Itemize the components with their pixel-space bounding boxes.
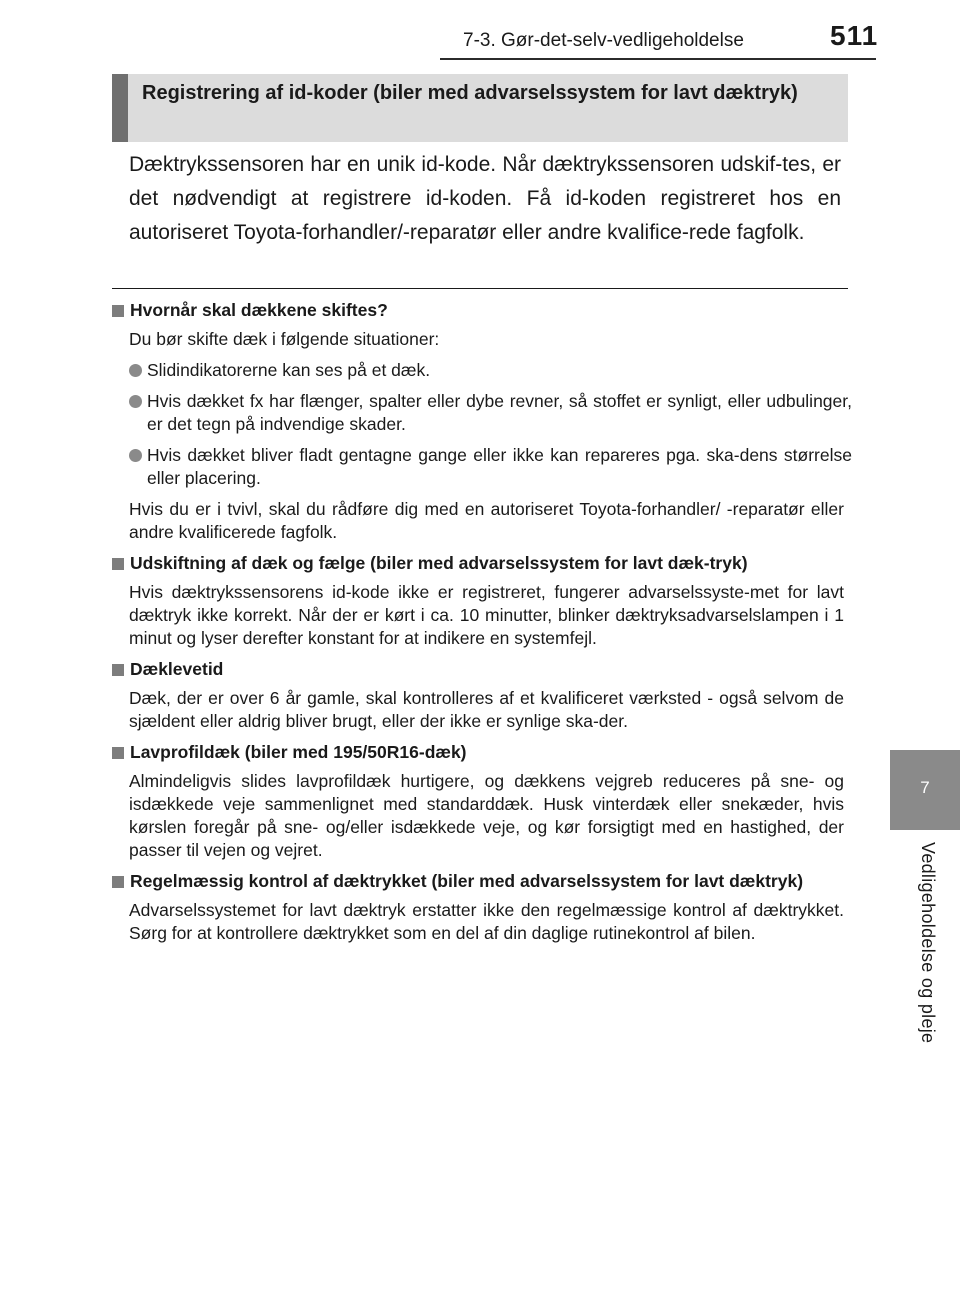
section-title: 7-3. Gør-det-selv-vedligeholdelse <box>463 30 744 51</box>
chapter-number: 7 <box>920 778 930 797</box>
section-tire-change <box>112 299 852 544</box>
section-low-profile-tires <box>112 741 852 862</box>
paragraph: Hvis dæktrykssensorens id-kode ikke er registreret, fungerer advarselssyste-met for lavt dæktryk ikke korrekt. Når der er kørt i ca. 10 minutter, blinker dæktryksadvarselslampen i 1 minut og lyser derefter konstant for at indikere en systemfejl. <box>129 582 844 648</box>
subsection-heading: Udskiftning af dæk og fælge (biler med advarselssystem for lavt dæk-tryk) <box>112 552 852 575</box>
section-heading: Registrering af id-koder (biler med advarselssystem for lavt dæktryk) <box>142 82 798 104</box>
circle-bullet-icon <box>129 395 142 408</box>
circle-bullet-icon <box>129 364 142 377</box>
section-title-box <box>112 74 848 142</box>
list-item: Hvis dækket bliver fladt gentagne gange eller ikke kan repareres pga. ska-dens størrelse eller placering. <box>129 444 852 490</box>
paragraph: Hvis du er i tvivl, skal du rådføre dig med en autoriseret Toyota-forhandler/ -reparatør eller andre kvalificerede fagfolk. <box>129 499 844 542</box>
subsection-heading: Dæklevetid <box>112 658 852 681</box>
section-tire-wheel-replacement <box>112 552 852 650</box>
list-item: Hvis dækket fx har flænger, spalter eller dybe revner, så stoffet er synligt, eller udbulinger, er det tegn på indvendige skader. <box>129 390 852 436</box>
page-number: 511 <box>830 20 879 51</box>
paragraph: Dæk, der er over 6 år gamle, skal kontrolleres af et kvalificeret værksted - også selvom de sjældent eller aldrig bliver brugt, eller der ikke er synlige ska-der. <box>129 688 844 731</box>
square-bullet-icon <box>112 876 124 888</box>
chapter-label: Vedligeholdelse og pleje <box>918 842 938 1044</box>
square-bullet-icon <box>112 664 124 676</box>
subsection-heading: Lavprofildæk (biler med 195/50R16-dæk) <box>112 741 852 764</box>
square-bullet-icon <box>112 305 124 317</box>
square-bullet-icon <box>112 747 124 759</box>
content <box>112 299 852 953</box>
intro-paragraph: Dæktrykssensoren har en unik id-kode. Når dæktrykssensoren udskif-tes, er det nødvendigt at registrere id-koden. Få id-koden registreret hos en autoriseret Toyota-forhandler/-reparatør eller andre kvalifice-rede fagfolk. <box>129 153 841 244</box>
paragraph: Du bør skifte dæk i følgende situationer: <box>129 329 440 349</box>
header-rule <box>440 58 876 60</box>
page-header <box>0 14 960 64</box>
paragraph: Almindeligvis slides lavprofildæk hurtigere, og dækkens vejgreb reduceres på sne- og isdækkede veje sammenlignet med standarddæk. Husk vinterdæk eller snekæder, hvis kørslen foregår på sne- og/eller isdækkede veje, og kør forsigtigt med en hastighed, der passer til vejen og vejret. <box>129 771 844 860</box>
paragraph: Advarselssystemet for lavt dæktryk erstatter ikke den regelmæssige kontrol af dæktrykket. Sørg for at kontrollere dæktrykket som en del af din daglige rutinekontrol af bilen. <box>129 900 844 943</box>
chapter-tab <box>890 750 960 830</box>
square-bullet-icon <box>112 558 124 570</box>
section-pressure-check <box>112 870 852 945</box>
list-item: Slidindikatorerne kan ses på et dæk. <box>129 359 852 382</box>
subsection-heading: Regelmæssig kontrol af dæktrykket (biler med advarselssystem for lavt dæktryk) <box>112 870 852 893</box>
divider <box>112 288 848 289</box>
subsection-heading: Hvornår skal dækkene skiftes? <box>112 299 852 322</box>
title-accent-bar <box>112 74 128 142</box>
section-tire-lifetime <box>112 658 852 733</box>
circle-bullet-icon <box>129 449 142 462</box>
